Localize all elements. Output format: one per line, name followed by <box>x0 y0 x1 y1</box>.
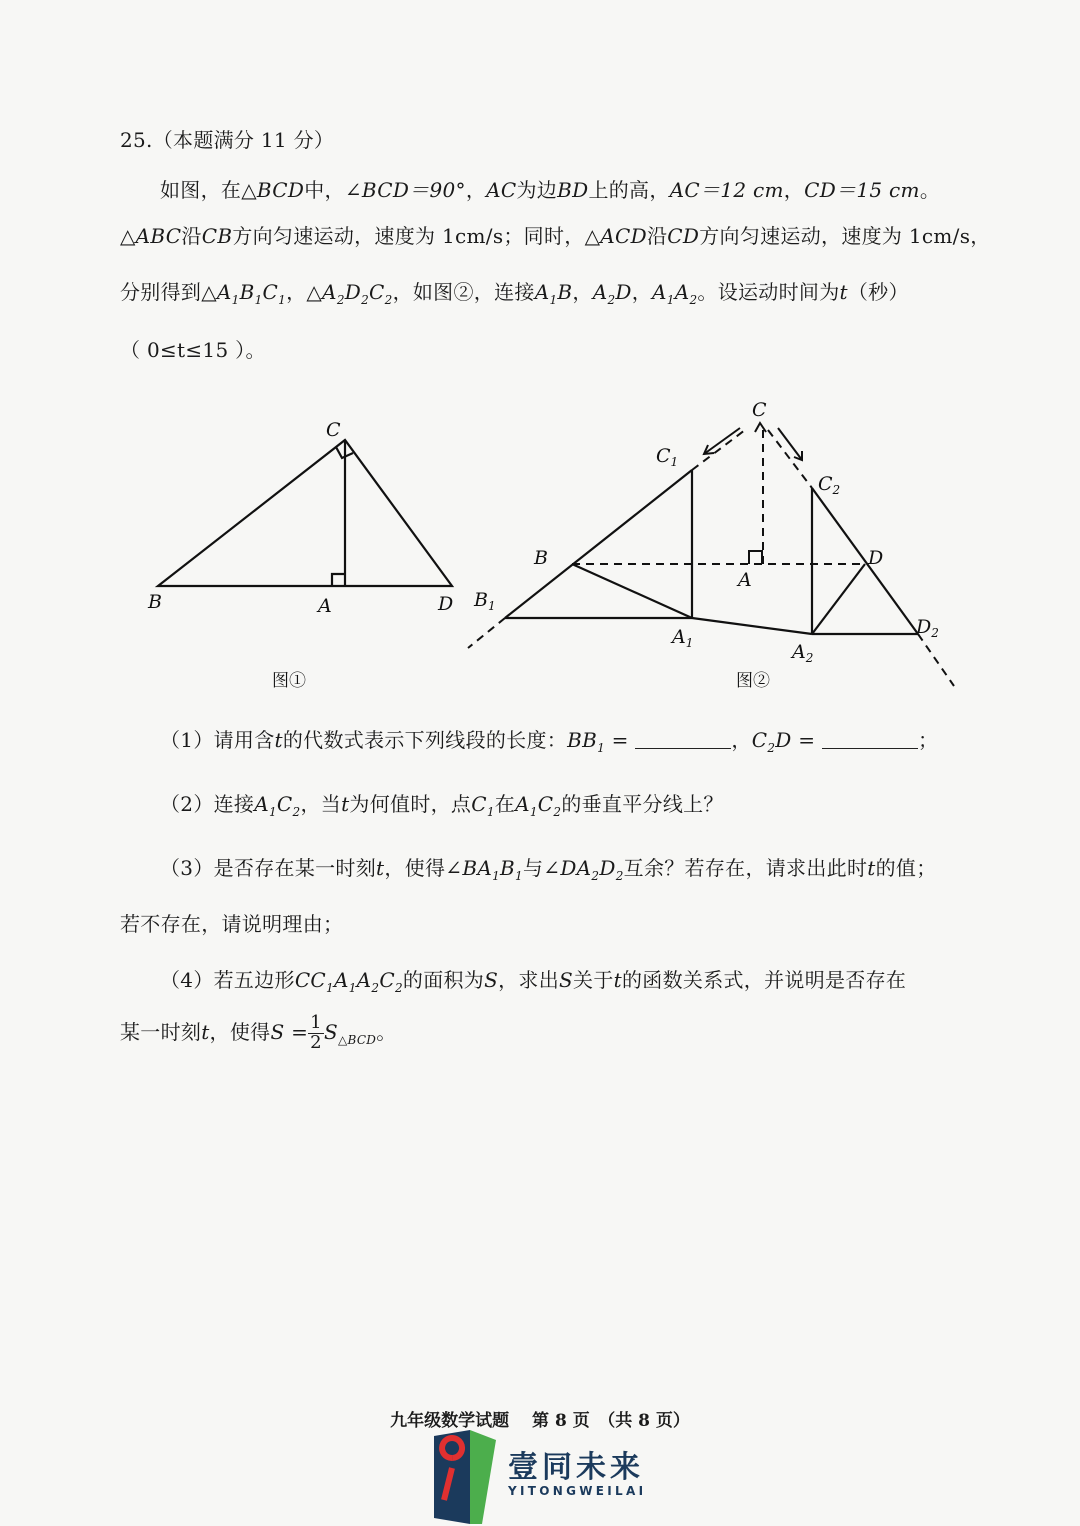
stem-text: ，如图②，连接 <box>392 280 535 304</box>
dashed-cc2 <box>768 430 812 488</box>
segment-a1c2: $A_1C_2$ <box>254 792 301 819</box>
var-t: t <box>867 856 876 880</box>
stem-text: ， <box>286 280 307 304</box>
stem-text: 上的高， <box>588 178 670 202</box>
label-d: D <box>868 547 884 569</box>
var-s: S <box>559 968 574 992</box>
stem-text: 分别得到 <box>120 280 202 304</box>
segment-bb1: $BB_1$ <box>567 728 606 755</box>
segment-a1a2: $A_1A_2$ <box>652 280 698 307</box>
q4-text: ，使得 <box>209 1019 271 1044</box>
right-angle-mark-c <box>755 423 766 432</box>
stem-text: 沿 <box>646 224 668 248</box>
stem-text: 如图，在 <box>160 178 242 202</box>
stem-text: ， <box>631 280 653 304</box>
var-t: t <box>839 280 848 304</box>
arrow-shaft-right <box>778 428 802 460</box>
label-a2: $A_2$ <box>792 641 814 665</box>
label-c1: $C_1$ <box>656 445 679 469</box>
segment-b1c1 <box>505 470 692 618</box>
question-3 <box>160 852 937 883</box>
stem-text: 中， <box>304 178 345 202</box>
q2-text: ，当 <box>300 792 342 816</box>
q2-text: 在 <box>494 792 516 816</box>
right-angle-mark-a <box>332 574 345 586</box>
q3-text: 的值； <box>875 856 937 880</box>
var-t: t <box>613 968 622 992</box>
segment-a1b: $A_1B$ <box>534 280 573 307</box>
var-t: t <box>201 1019 210 1044</box>
q3-text: （3）是否存在某一时刻 <box>160 856 377 880</box>
label-c2: $C_2$ <box>818 473 841 497</box>
q4-text: ，求出 <box>498 968 560 992</box>
q1-text: ， <box>731 728 752 752</box>
q4-text: 关于 <box>573 968 614 992</box>
fraction-denominator: 2 <box>310 1031 322 1053</box>
label-a1: $A_1$ <box>672 626 694 650</box>
triangle-bcd: △BCD <box>241 178 305 202</box>
question-4 <box>160 964 906 995</box>
point-c1: $C_1$ <box>471 792 495 819</box>
s-bcd: $S_{\triangle BCD}$ <box>323 1019 377 1047</box>
label-d2: $D_2$ <box>916 616 939 640</box>
label-c: C <box>326 419 341 441</box>
stem-line-3 <box>120 276 909 307</box>
equals: = <box>791 728 822 752</box>
stem-text: ， <box>572 280 593 304</box>
figure-2-caption: 图② <box>736 671 770 691</box>
q1-text: 的代数式表示下列线段的长度： <box>282 728 568 752</box>
logo-emblem-icon <box>430 1428 500 1526</box>
fraction-numerator: 1 <box>310 1012 322 1033</box>
segment-a1c2: $A_1C_2$ <box>515 792 562 819</box>
q3-text: ，使得 <box>384 856 446 880</box>
page-footer: 九年级数学试题 第 8 页 （共 8 页） <box>390 1411 690 1431</box>
segment-a2d <box>812 564 865 634</box>
label-b: B <box>534 547 548 569</box>
stem-text: 。设运动时间为 <box>697 280 840 304</box>
problem-header <box>120 124 334 153</box>
q4-text: 。 <box>376 1019 397 1044</box>
logo-name: 壹同未来 <box>508 1450 644 1485</box>
right-angle-mark-a <box>749 551 762 564</box>
dashed-extension-b1 <box>468 618 505 648</box>
label-b: B <box>148 591 162 613</box>
q3-text: 互余？若存在，请求出此时 <box>623 856 868 880</box>
stem-text: 。 <box>919 178 941 202</box>
segment-cb: CB <box>201 224 233 248</box>
angle-bcd: ∠BCD＝90° <box>344 178 466 202</box>
var-t: t <box>341 792 350 816</box>
label-c: C <box>752 399 767 421</box>
stem-line-2 <box>120 220 991 249</box>
problem-score: （本题满分 11 分） <box>152 128 335 152</box>
fraction-one-half <box>308 1014 324 1053</box>
segment-a1a2 <box>692 618 812 634</box>
s-equals: S = <box>270 1019 309 1044</box>
q2-text: 为何值时，点 <box>349 792 472 816</box>
triangle-acd: △ACD <box>584 224 647 248</box>
answer-blank-bb1[interactable] <box>635 730 731 749</box>
cd-value: CD＝15 cm <box>804 178 920 202</box>
ac-value: AC＝12 cm <box>669 178 784 202</box>
triangle-bcd-shape <box>158 440 452 586</box>
watermark-logo <box>430 1428 670 1526</box>
var-t: t <box>376 856 385 880</box>
label-a: A <box>738 569 752 591</box>
stem-text: 沿 <box>181 224 202 248</box>
q1-text: （1）请用含 <box>160 728 275 752</box>
q2-text: 的垂直平分线上？ <box>561 792 724 816</box>
q2-text: （2）连接 <box>160 792 255 816</box>
label-d: D <box>438 593 454 615</box>
label-a: A <box>318 595 332 617</box>
q3-text: 与 <box>522 856 544 880</box>
answer-blank-c2d[interactable] <box>822 730 918 749</box>
stem-text: ， <box>783 178 805 202</box>
angle-ba1b1: $\angle BA_1B_1$ <box>445 856 523 883</box>
pentagon-cc1a1a2c2: $CC_1A_1A_2C_2$ <box>294 968 403 995</box>
stem-text: 为边 <box>516 178 558 202</box>
logo-subtitle: YITONGWEILAI <box>508 1484 647 1498</box>
label-b1: $B_1$ <box>474 589 496 613</box>
segment-ac: AC <box>486 178 517 202</box>
t-range: （ 0≤t≤15 ）。 <box>120 338 266 362</box>
var-t: t <box>274 728 283 752</box>
question-4-line-2 <box>120 1014 397 1053</box>
angle-da2d2: $\angle DA_2D_2$ <box>543 856 624 883</box>
equals: = <box>605 728 636 752</box>
arrow-shaft-left <box>704 428 740 454</box>
problem-number: 25. <box>120 128 153 152</box>
stem-line-4 <box>120 334 266 363</box>
question-2 <box>160 788 724 819</box>
question-3-line-2 <box>120 908 343 937</box>
q1-text: ； <box>917 728 939 752</box>
q3-text: 若不存在，请说明理由； <box>120 912 344 936</box>
stem-text: 方向匀速运动，速度为 1cm/s；同时， <box>232 224 585 248</box>
q4-text: 的面积为 <box>402 968 485 992</box>
stem-text: ， <box>465 178 487 202</box>
segment-c2d: $C_2D$ <box>751 728 792 755</box>
segment-cd: CD <box>667 224 700 248</box>
segment-bd: BD <box>557 178 589 202</box>
q4-text: 的函数关系式，并说明是否存在 <box>622 968 907 992</box>
segment-a2d: $A_2D$ <box>592 280 632 307</box>
var-s: S <box>484 968 499 992</box>
triangle-abc: △ABC <box>120 224 182 248</box>
q4-text: （4）若五边形 <box>160 968 295 992</box>
q4-text: 某一时刻 <box>120 1019 202 1044</box>
question-1 <box>160 724 938 755</box>
triangle-a1b1c1: $\triangle A_1B_1C_1$ <box>201 280 287 307</box>
stem-text: （秒） <box>847 280 909 304</box>
stem-text: 方向匀速运动，速度为 1cm/s， <box>699 224 991 248</box>
figure-1 <box>140 410 470 700</box>
dashed-c1c <box>692 430 745 470</box>
segment-ba1 <box>572 564 692 618</box>
figure-2 <box>460 390 970 700</box>
figure-1-caption: 图① <box>272 671 306 691</box>
triangle-a2d2c2: $\triangle A_2D_2C_2$ <box>306 280 393 307</box>
stem-line-1 <box>160 174 940 203</box>
dashed-extension-d2 <box>918 634 954 686</box>
